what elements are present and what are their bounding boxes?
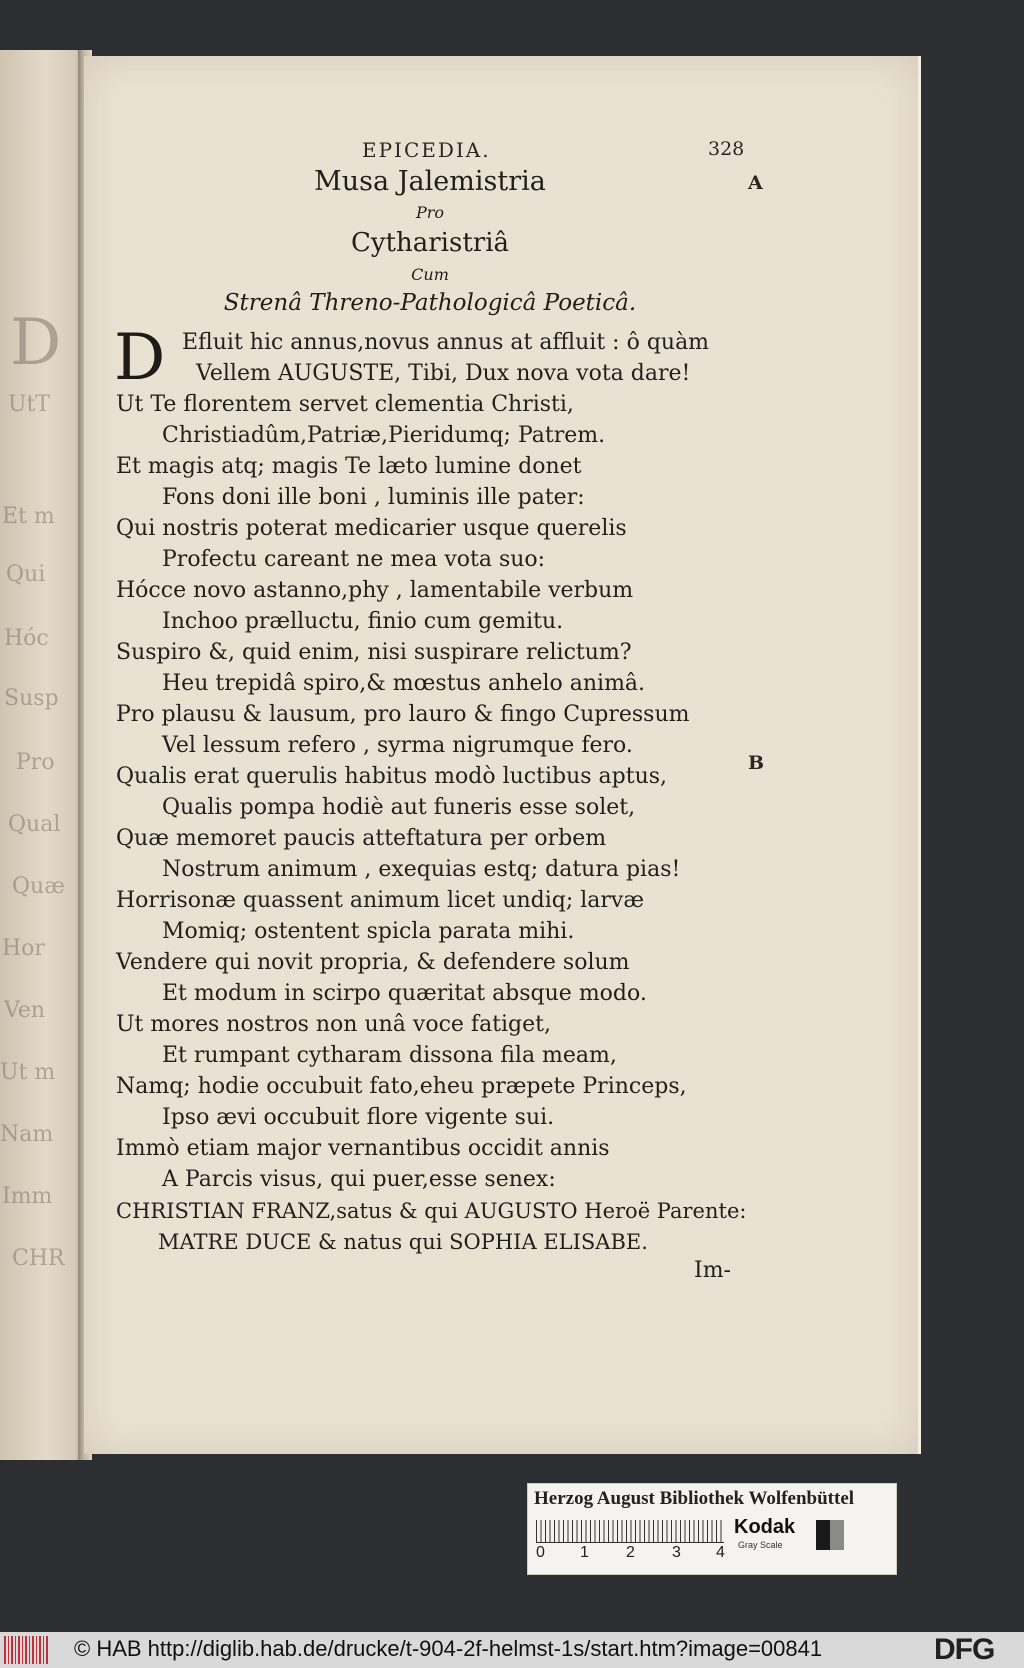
verse-line: Et rumpant cytharam dissona fila meam,	[162, 1043, 617, 1068]
catchword: Im-	[694, 1258, 731, 1283]
page-number: 328	[708, 138, 745, 160]
verse-line: Quæ memoret paucis atteftatura per orbem	[116, 826, 607, 851]
ghost-text: Ven	[4, 998, 46, 1023]
ghost-text: Qui	[6, 562, 46, 587]
ghost-text: Qual	[8, 812, 61, 837]
ruler-number: 3	[672, 1544, 681, 1561]
verse-line: Hócce novo astanno,phy , lamentabile verbum	[116, 578, 634, 603]
verse-line: CHRISTIAN FRANZ,satus & qui AUGUSTO Heroë Parente:	[116, 1199, 747, 1223]
ghost-text: Imm	[2, 1184, 53, 1209]
ghost-text: Hóc	[4, 626, 49, 651]
verse-line: Qualis pompa hodiè aut funeris esse solet,	[162, 795, 636, 820]
verse-line: Momiq; ostentent spicla parata mihi.	[162, 919, 575, 944]
verse-line: Namq; hodie occubuit fato,eheu præpete Princeps,	[116, 1074, 687, 1099]
verse-line: Christiadûm,Patriæ,Pieridumq; Patrem.	[162, 423, 606, 448]
ruler-numbers	[536, 1544, 736, 1564]
dfg-logo: DFG	[934, 1633, 995, 1666]
ruler-number: 2	[626, 1544, 635, 1561]
title-line-2: Pro	[415, 203, 445, 222]
source-url[interactable]: © HAB http://diglib.hab.de/drucke/t-904-2f-helmst-1s/start.htm?image=00841	[74, 1636, 823, 1661]
footer-bar	[0, 1632, 1024, 1668]
verse-line: Suspiro &, quid enim, nisi suspirare relictum?	[116, 640, 632, 665]
verse-line: Nostrum animum , exequias estq; datura pias!	[162, 857, 681, 882]
title-line-5: Strenâ Threno-Pathologicâ Poeticâ.	[223, 290, 637, 316]
ghost-text: Susp	[4, 686, 59, 711]
verse-line: Pro plausu & lausum, pro lauro & fingo Cupressum	[116, 702, 690, 727]
verse-line: Qualis erat querulis habitus modò luctibus aptus,	[116, 764, 668, 789]
running-header: EPICEDIA.	[362, 138, 491, 162]
title-line-1: Musa Jalemistria	[314, 166, 546, 197]
ghost-text: Nam	[0, 1122, 54, 1147]
gray-scale-label: Gray Scale	[738, 1540, 783, 1550]
ruler-number: 0	[536, 1544, 545, 1561]
verse-line: Ipso ævi occubuit flore vigente sui.	[162, 1105, 555, 1130]
verse-line: Profectu careant ne mea vota suo:	[162, 547, 546, 572]
verse-line: Immò etiam major vernantibus occidit annis	[116, 1136, 610, 1161]
color-calibration-card	[527, 1483, 897, 1575]
title-line-4: Cum	[411, 265, 449, 284]
verse-line: Inchoo prælluctu, finio cum gemitu.	[162, 609, 564, 634]
verse-line: A Parcis visus, qui puer,esse senex:	[162, 1167, 556, 1192]
left-page-edge	[0, 50, 84, 1460]
ghost-text: Pro	[16, 750, 55, 775]
ruler-number: 1	[580, 1544, 589, 1561]
verse-line: Vellem AUGUSTE, Tibi, Dux nova vota dare!	[196, 361, 691, 386]
ghost-text: Quæ	[12, 874, 65, 899]
verse-line: Vel lessum refero , syrma nigrumque fero.	[162, 733, 633, 758]
verse-line: MATRE DUCE & natus qui SOPHIA ELISABE.	[158, 1230, 648, 1254]
gray-patch-mid	[830, 1520, 844, 1550]
ghost-text: Et m	[2, 504, 55, 529]
gray-patch-black	[816, 1520, 830, 1550]
margin-mark-b: B	[748, 752, 765, 774]
barcode-icon	[4, 1636, 48, 1664]
verse-line: Fons doni ille boni , luminis ille pater:	[162, 485, 585, 510]
ghost-text: CHR	[12, 1246, 65, 1271]
verse-line: Et magis atq; magis Te læto lumine donet	[116, 454, 582, 479]
verse-line: Vendere qui novit propria, & defendere solum	[116, 950, 630, 975]
verse-line: Horrisonæ quassent animum licet undiq; larvæ	[116, 888, 645, 913]
verse-line: Efluit hic annus,novus annus at affluit : ô quàm	[182, 330, 710, 355]
ghost-text: Hor	[2, 936, 45, 961]
kodak-logo: Kodak	[734, 1516, 796, 1538]
verse-line: Qui nostris poterat medicarier usque querelis	[116, 516, 627, 541]
verse-line: Ut mores nostros non unâ voce fatiget,	[116, 1012, 551, 1037]
ghost-text: Ut m	[0, 1060, 56, 1085]
ruler-number: 4	[716, 1544, 725, 1561]
library-name: Herzog August Bibliothek Wolfenbüttel	[534, 1488, 855, 1509]
verse-line: Ut Te florentem servet clementia Christi,	[116, 392, 574, 417]
drop-cap: D	[114, 321, 166, 395]
margin-mark-a: A	[748, 172, 763, 194]
ghost-text: UtT	[8, 392, 51, 417]
verse-line: Heu trepidâ spiro,& mœstus anhelo animâ.	[162, 671, 646, 696]
measurement-ruler	[536, 1520, 724, 1543]
ghost-text: D	[10, 306, 62, 380]
title-line-3: Cytharistriâ	[350, 228, 510, 258]
verse-line: Et modum in scirpo quæritat absque modo.	[162, 981, 647, 1006]
page-edge	[918, 56, 921, 1454]
